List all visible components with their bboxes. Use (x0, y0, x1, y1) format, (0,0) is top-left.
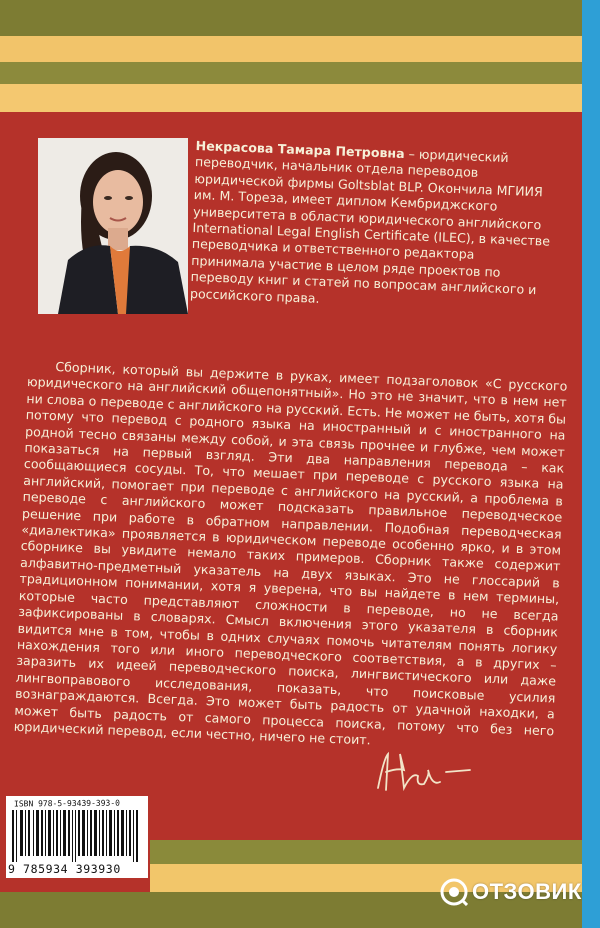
watermark-text: ОТЗОВИК (472, 879, 582, 904)
blue-spine-edge (582, 0, 600, 928)
yellow-band-lower (0, 84, 600, 112)
olive-band-top (0, 0, 600, 36)
author-description: – юридический переводчик, начальник отдела переводов юридической фирмы Goltsblat BLP. Окончила МГИИЯ им. М. Тореза, имеет диплом Кембриджского университета в области юридического английского International Legal English Certificate (ILEC), в качестве переводчика и ответственного редактора принимала участие в целом ряде проектов по переводу книг и статей по вопросам английского и российского права. (189, 146, 551, 306)
olive-band-middle (0, 62, 600, 84)
author-bio (190, 138, 556, 316)
isbn-number: ISBN 978-5-93439-393-0 (13, 798, 121, 809)
barcode-icon (12, 810, 144, 862)
otzovik-watermark (440, 878, 582, 906)
signature-text: Нек (370, 748, 372, 749)
author-signature (370, 748, 480, 800)
book-annotation: Сборник, который вы держите в руках, имеет подзаголовок «С русского юридического на английский общепонятный». Но это не значит, что в нем нет ни слова о переводе с английского на русский. Есть. Не может не быть, хотя бы потому что перевод с родного языка на иностранный и с иностранного на родной тесно связаны между собой, и эта связь прочнее и глубже, чем может показаться на первый взгляд. Эти два направления перевода – как сообщающиеся сосуды. То, что мешает при переводе с русского языка на английский, помогает при переводе с английского на русский, а проблема в переводе с английского может подсказать правильное переводческое решение при работе в обратном направлении. Подобная переводческая «диалектика» проявляется в юридическом переводе особенно ярко, и в этом сборнике вы увидите немало таких примеров. Сборник также содержит алфавитно-предметный указатель на двух языках. Это не глоссарий в традиционном понимании, хотя я уверена, что вы найдете в нем термины, которые часто представляют сложности в переводе, но не всегда зафиксированы в словарях. Смысл включения этого указателя в сборник видится мне в том, чтобы в одних случаях помочь читателям понять логику нахождения того или иного переводческого соответствия, а в других – заразить их идеей переводческого поиска, лингвистического или даже лингвоправового исследования, показать, что поисковые усилия вознаграждаются. Всегда. Это может быть радость от удачной находки, а может быть радость от самого процесса поиска, потому что без него юридический перевод, если честно, ничего не стоит. (13, 359, 568, 748)
ean-number: 9 785934 393930 (8, 862, 121, 876)
yellow-band-top (0, 36, 600, 62)
olive-band-bottom (150, 840, 582, 864)
otzovik-logo-icon (440, 878, 468, 906)
author-name: Некрасова Тамара Петровна (195, 138, 405, 162)
author-photo (38, 138, 188, 314)
